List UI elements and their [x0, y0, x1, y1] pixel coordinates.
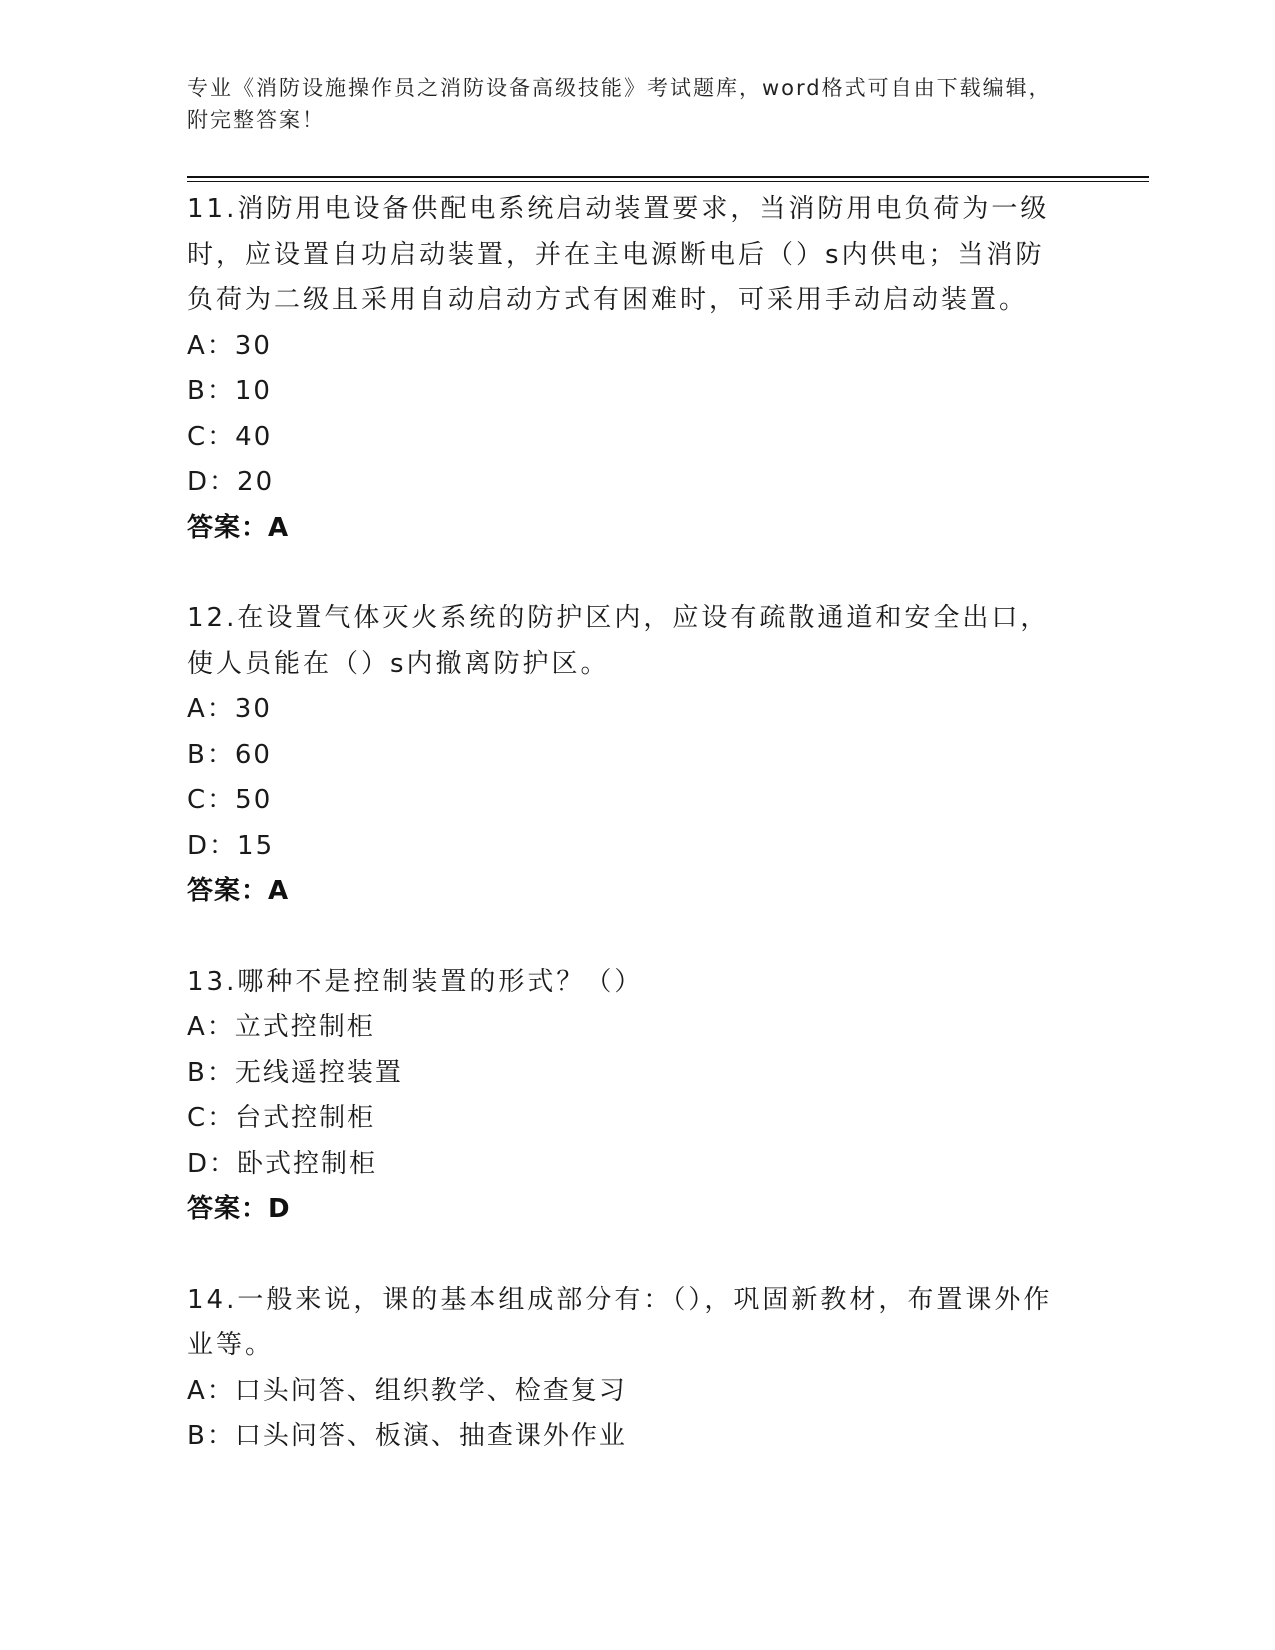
- option-c: C：40: [187, 421, 273, 452]
- option-b: B：60: [187, 739, 272, 770]
- option-b: B：10: [187, 376, 272, 406]
- question-stem: 14.一般来说，课的基本组成部分有：（），巩固新教材，布置课外作业等。: [187, 1284, 1053, 1360]
- answer-line: 答案：D: [187, 1194, 291, 1224]
- option-a: A：口头问答、组织教学、检查复习: [187, 1375, 627, 1406]
- option-c: C：50: [187, 785, 273, 815]
- option-a: A：立式控制柜: [187, 1012, 375, 1042]
- question-stem: 13.哪种不是控制装置的形式？（）: [187, 966, 644, 997]
- option-a: A：30: [187, 694, 272, 724]
- answer-line: 答案：A: [187, 512, 290, 543]
- option-b: B：口头问答、板演、抽查课外作业: [187, 1421, 627, 1451]
- option-c: C：台式控制柜: [187, 1103, 376, 1133]
- question-stem: 11.消防用电设备供配电系统启动装置要求，当消防用电负荷为一级时，应设置自功启动装置，并在主电源断电后（）s内供电；当消防负荷为二级且采用自动启动方式有困难时，可采用手动启动装置。: [187, 194, 1050, 315]
- option-d: D：15: [187, 830, 275, 861]
- header-divider-thin: [187, 181, 1149, 182]
- question-list: [187, 187, 1067, 1460]
- answer-line: 答案：A: [187, 876, 290, 906]
- option-b: B：无线遥控装置: [187, 1057, 403, 1088]
- question-12: [187, 596, 1067, 915]
- header-divider-thick: [187, 176, 1149, 178]
- document-header: 专业《消防设施操作员之消防设备高级技能》考试题库，word格式可自由下载编辑，附完整答案！: [187, 76, 1052, 132]
- question-13: [187, 960, 1067, 1233]
- option-d: D：卧式控制柜: [187, 1148, 378, 1179]
- question-spacer: [187, 551, 1067, 596]
- question-spacer: [187, 1233, 1067, 1278]
- question-spacer: [187, 915, 1067, 960]
- option-a: A：30: [187, 330, 272, 361]
- question-14: [187, 1278, 1067, 1460]
- option-d: D：20: [187, 467, 275, 497]
- question-stem: 12.在设置气体灭火系统的防护区内，应设有疏散通道和安全出口，使人员能在（）s内撤离防护区。: [187, 603, 1050, 679]
- question-11: [187, 187, 1067, 551]
